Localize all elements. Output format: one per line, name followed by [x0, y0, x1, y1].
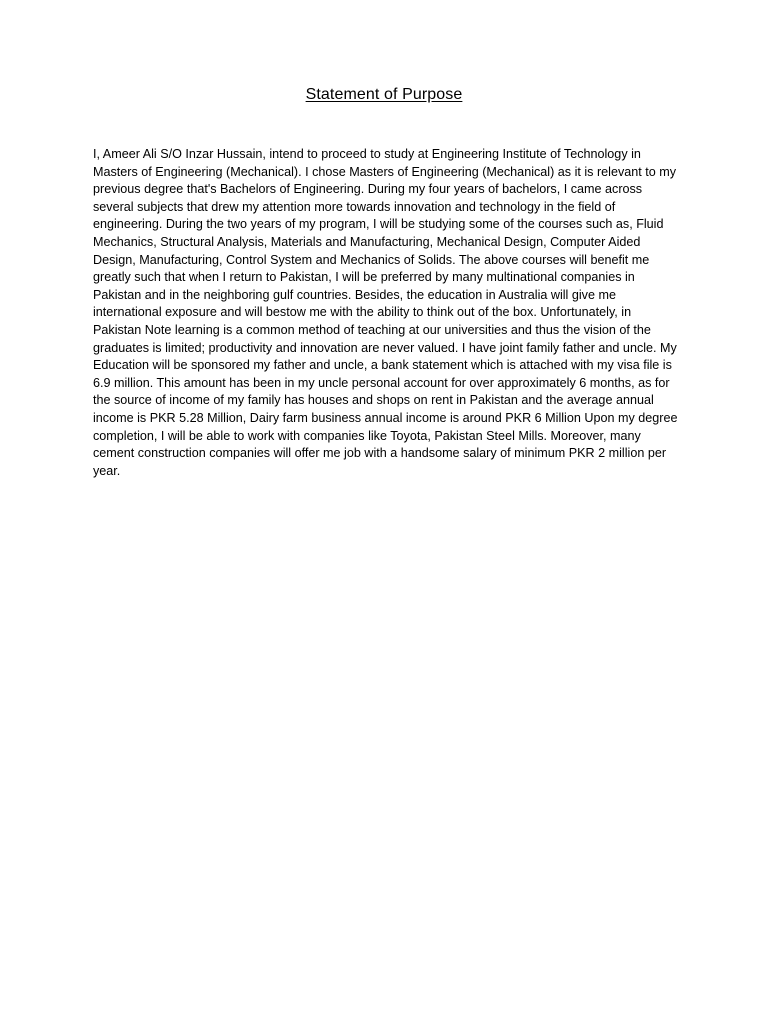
- document-title: Statement of Purpose: [305, 86, 463, 103]
- body-paragraph: I, Ameer Ali S/O Inzar Hussain, intend to proceed to study at Engineering Institute of Technology in Masters of Engineering (Mechanical). I chose Masters of Engineering (Mechanical) as it is relevant to my previous degree that's Bachelors of Engineering. During my four years of bachelors, I came across several subjects that drew my attention more towards innovation and technology in the field of engineering. During the two years of my program, I will be studying some of the courses such as, Fluid Mechanics, Structural Analysis, Materials and Manufacturing, Mechanical Design, Computer Aided Design, Manufacturing, Control System and Mechanics of Solids. The above courses will benefit me greatly such that when I return to Pakistan, I will be preferred by many multinational companies in Pakistan and in the neighboring gulf countries. Besides, the education in Australia will give me international exposure and will bestow me with the ability to think out of the box. Unfortunately, in Pakistan Note learning is a common method of teaching at our universities and thus the vision of the graduates is limited; productivity and innovation are never valued. I have joint family father and uncle. My Education will be sponsored my father and uncle, a bank statement which is attached with my visa file is 6.9 million. This amount has been in my uncle personal account for over approximately 6 months, as for the source of income of my family has houses and shops on rent in Pakistan and the average annual income is PKR 5.28 Million, Dairy farm business annual income is around PKR 6 Million Upon my degree completion, I will be able to work with companies like Toyota, Pakistan Steel Mills. Moreover, many cement construction companies will offer me job with a handsome salary of minimum PKR 2 million per year.: [93, 147, 678, 478]
